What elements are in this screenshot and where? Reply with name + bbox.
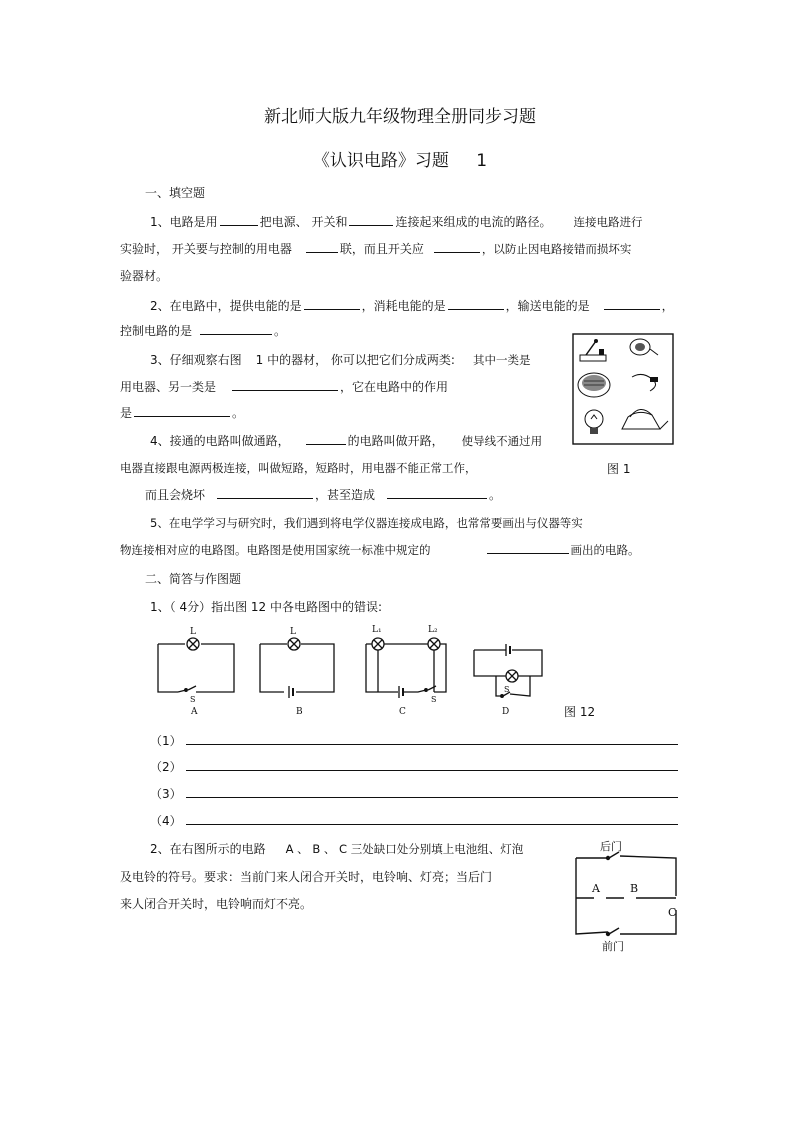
q5-blank-1[interactable] bbox=[487, 541, 569, 554]
circuit-d bbox=[474, 644, 542, 717]
circuit-a-label: A bbox=[191, 707, 198, 717]
battery-pack-icon bbox=[578, 373, 610, 397]
q4-text-d: 电器直接跟电源两极连接，叫做短路，短路时，用电器不能正常工作， bbox=[120, 461, 477, 475]
circuit-b-lamp-label: L bbox=[290, 627, 296, 637]
q4-text-g: 。 bbox=[489, 488, 502, 502]
q5-line2 bbox=[120, 541, 640, 558]
q3-blank-2[interactable] bbox=[134, 404, 230, 417]
q1-blank-1[interactable] bbox=[220, 213, 258, 226]
answer-line-1[interactable] bbox=[186, 744, 678, 745]
circuit-c-label: C bbox=[399, 707, 406, 717]
q1-text-f: 联，而且开关应 bbox=[339, 242, 424, 256]
q2-text-d: ， bbox=[661, 299, 674, 313]
q4-text-c: 使导线不通过用 bbox=[461, 434, 543, 448]
q3-blank-1[interactable] bbox=[232, 378, 338, 391]
q4-text-b: 的电路叫做开路， bbox=[347, 434, 444, 448]
gap-a-label: A bbox=[592, 882, 600, 895]
q2-line1 bbox=[150, 297, 674, 314]
answer-label-1: （1） bbox=[150, 734, 182, 748]
section2-q1-text: 1、（ 4分）指出图 12 中各电路图中的错误: bbox=[150, 600, 383, 614]
q1-blank-3[interactable] bbox=[306, 240, 338, 253]
q1-text-g: ，以防止因电路接错而损坏实 bbox=[481, 242, 632, 256]
page-subtitle bbox=[0, 146, 800, 171]
q4-line3 bbox=[145, 486, 501, 503]
circuit-a-switch-label: S bbox=[190, 695, 196, 704]
circuit-c bbox=[366, 625, 446, 717]
circuit-c-lamp1-label: L₁ bbox=[372, 625, 382, 635]
section2-q2-line1 bbox=[150, 840, 523, 857]
circuit-c-lamp2-label: L₂ bbox=[428, 625, 438, 635]
circuit-d-label: D bbox=[502, 707, 510, 717]
q5-text-c: 画出的电路。 bbox=[570, 543, 640, 557]
q3-line3 bbox=[120, 404, 244, 421]
section1-heading: 一、填空题 bbox=[145, 186, 206, 200]
q3-text-e: ，它在电路中的作用 bbox=[340, 380, 449, 394]
section2-q2-text-d: 来人闭合开关时，电铃响而灯不亮。 bbox=[120, 897, 313, 911]
q2-text-b: ，消耗电能的是 bbox=[361, 299, 446, 313]
figure1-caption: 图 1 bbox=[607, 462, 631, 476]
answer-label-4: （4） bbox=[150, 814, 182, 828]
q3-line2 bbox=[120, 378, 448, 395]
front-door-label: 前门 bbox=[602, 940, 624, 953]
q4-text-a: 4、接通的电路叫做通路， bbox=[150, 434, 290, 448]
answer-line-2[interactable] bbox=[186, 770, 678, 771]
circuit-a-lamp-label: L bbox=[190, 627, 196, 637]
q4-line1 bbox=[150, 432, 542, 449]
circuit-a bbox=[158, 627, 234, 717]
q5-text-b: 物连接相对应的电路图。电路图是使用国家统一标准中规定的 bbox=[120, 543, 431, 557]
figure12-caption: 图 12 bbox=[564, 705, 596, 719]
q2-text-c: ，输送电能的是 bbox=[505, 299, 590, 313]
q3-text-g: 。 bbox=[232, 406, 245, 420]
answer-line-3[interactable] bbox=[186, 797, 678, 798]
q3-text-b: 1 中的器材， 你可以把它们分成两类: bbox=[255, 353, 455, 367]
q1-text-e: 实验时， 开关要与控制的用电器 bbox=[120, 242, 292, 256]
q4-blank-1[interactable] bbox=[306, 432, 346, 445]
figure12-circuits bbox=[150, 620, 550, 720]
q3-text-c: 其中一类是 bbox=[472, 353, 531, 367]
q1-text-h: 验器材。 bbox=[120, 269, 169, 283]
q1-line1 bbox=[150, 213, 642, 230]
page-title: 新北师大版九年级物理全册同步习题 bbox=[264, 107, 536, 127]
q2-blank-2[interactable] bbox=[448, 297, 504, 310]
circuit-b bbox=[260, 627, 334, 717]
section2-q2-text-c: 及电铃的符号。要求：当前门来人闭合开关时，电铃响、灯亮；当后门 bbox=[120, 870, 493, 884]
answer-label-2: （2） bbox=[150, 760, 182, 774]
gap-c-label: C bbox=[668, 906, 677, 919]
q2-line2 bbox=[120, 322, 286, 339]
subtitle-number: 1 bbox=[476, 151, 488, 171]
q2-text-e: 控制电路的是 bbox=[120, 324, 193, 338]
q2-text-f: 。 bbox=[274, 324, 287, 338]
q1-blank-2[interactable] bbox=[349, 213, 393, 226]
q3-line1 bbox=[150, 351, 530, 368]
door-circuit-figure bbox=[566, 836, 686, 956]
q2-text-a: 2、在电路中，提供电能的是 bbox=[150, 299, 302, 313]
circuit-b-label: B bbox=[296, 707, 303, 717]
circuit-c-switch-label: S bbox=[431, 695, 437, 704]
q2-blank-1[interactable] bbox=[304, 297, 360, 310]
q1-text-d: 连接电路进行 bbox=[573, 215, 643, 229]
back-door-label: 后门 bbox=[600, 840, 622, 853]
gap-b-label: B bbox=[630, 882, 639, 895]
q4-text-e: 而且会烧坏 bbox=[145, 488, 206, 502]
q3-text-f: 是 bbox=[120, 406, 133, 420]
q2-blank-4[interactable] bbox=[200, 322, 272, 335]
subtitle-text: 《认识电路》习题 bbox=[312, 151, 449, 171]
q2-blank-3[interactable] bbox=[604, 297, 660, 310]
answer-line-4[interactable] bbox=[186, 824, 678, 825]
q3-text-a: 3、仔细观察右图 bbox=[150, 353, 242, 367]
q1-text-c: 连接起来组成的电流的路径。 bbox=[395, 215, 552, 229]
q1-text-b: 把电源、 开关和 bbox=[259, 215, 348, 229]
section2-heading: 二、简答与作图题 bbox=[145, 572, 242, 586]
section2-q2-text-b: A 、 B 、 C 三处缺口处分别填上电池组、灯泡 bbox=[285, 842, 524, 856]
q4-blank-2[interactable] bbox=[217, 486, 313, 499]
q4-blank-3[interactable] bbox=[387, 486, 487, 499]
q5-text-a: 5、在电学学习与研究时，我们遇到将电学仪器连接成电路，也常常要画出与仪器等实 bbox=[150, 516, 583, 530]
figure1-equipment bbox=[572, 333, 674, 445]
section2-q2-text-a: 2、在右图所示的电路 bbox=[150, 842, 266, 856]
q4-text-f: ，甚至造成 bbox=[315, 488, 376, 502]
q1-text-a: 1、电路是用 bbox=[150, 215, 218, 229]
circuit-d-switch-label: S bbox=[504, 685, 510, 694]
q3-text-d: 用电器、另一类是 bbox=[120, 380, 217, 394]
answer-label-3: （3） bbox=[150, 787, 182, 801]
q1-blank-4[interactable] bbox=[434, 240, 480, 253]
q1-line2 bbox=[120, 240, 631, 257]
